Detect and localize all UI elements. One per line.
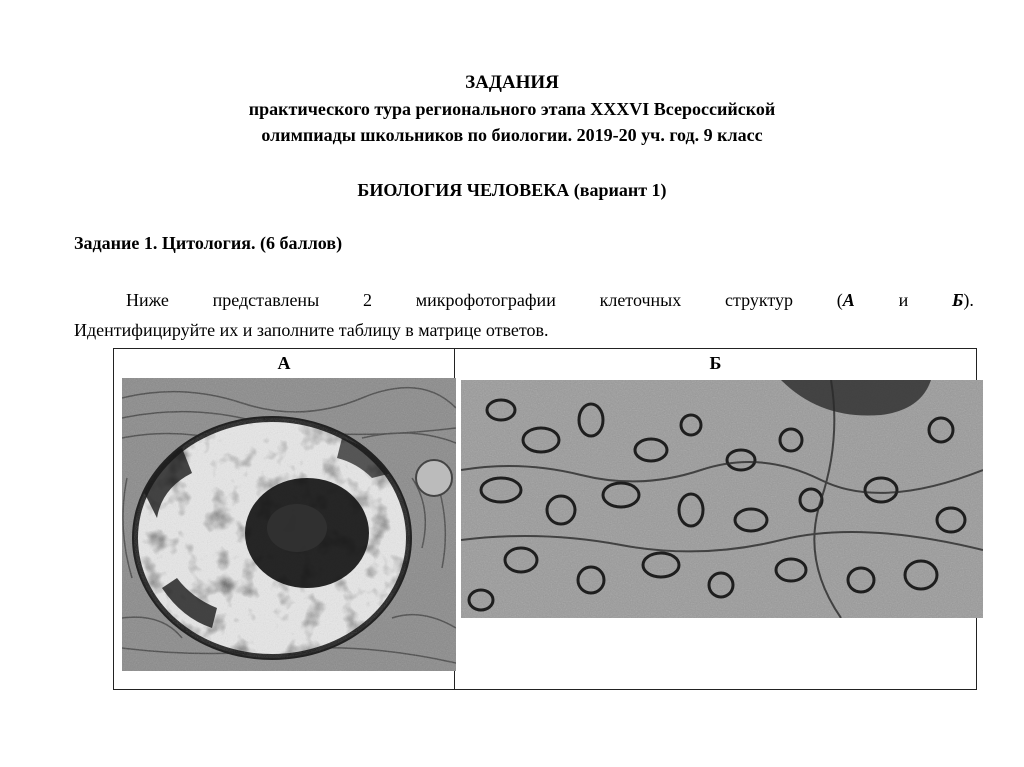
micrograph-b-image — [461, 380, 983, 618]
section-title-main: БИОЛОГИЯ ЧЕЛОВЕКА — [357, 180, 570, 200]
word: 2 — [362, 290, 372, 310]
section-title-variant: (вариант 1) — [573, 180, 667, 200]
word: представлены — [212, 290, 320, 310]
header-title: ЗАДАНИЯ — [465, 72, 559, 93]
task-description — [74, 285, 974, 345]
header-subtitle-line1: практического тура регионального этапа XXXVI Всероссийской — [248, 99, 776, 119]
table-header-b: Б — [709, 353, 722, 373]
label-a: А — [842, 290, 855, 310]
document-header — [0, 70, 1024, 148]
header-subtitle-line2: олимпиады школьников по биологии. 2019-20 уч. год. 9 класс — [261, 125, 763, 145]
paren-open: ( — [836, 290, 843, 310]
task-title: Задание 1. Цитология. (6 баллов) — [74, 233, 343, 253]
paren-close: ). — [963, 290, 974, 310]
label-b-inline — [952, 285, 974, 315]
word: микрофотографии — [415, 290, 556, 310]
word: клеточных — [599, 290, 682, 310]
table-header-a: А — [277, 353, 291, 373]
word: Ниже — [126, 290, 169, 310]
word: структур — [725, 290, 794, 310]
word: и — [898, 290, 909, 310]
label-b: Б — [951, 290, 964, 310]
section-title — [0, 180, 1024, 201]
label-a-inline — [837, 285, 855, 315]
task-description-line1 — [74, 285, 974, 315]
task-description-line2: Идентифицируйте их и заполните таблицу в матрице ответов. — [74, 320, 549, 340]
micrograph-a-image — [122, 378, 456, 671]
